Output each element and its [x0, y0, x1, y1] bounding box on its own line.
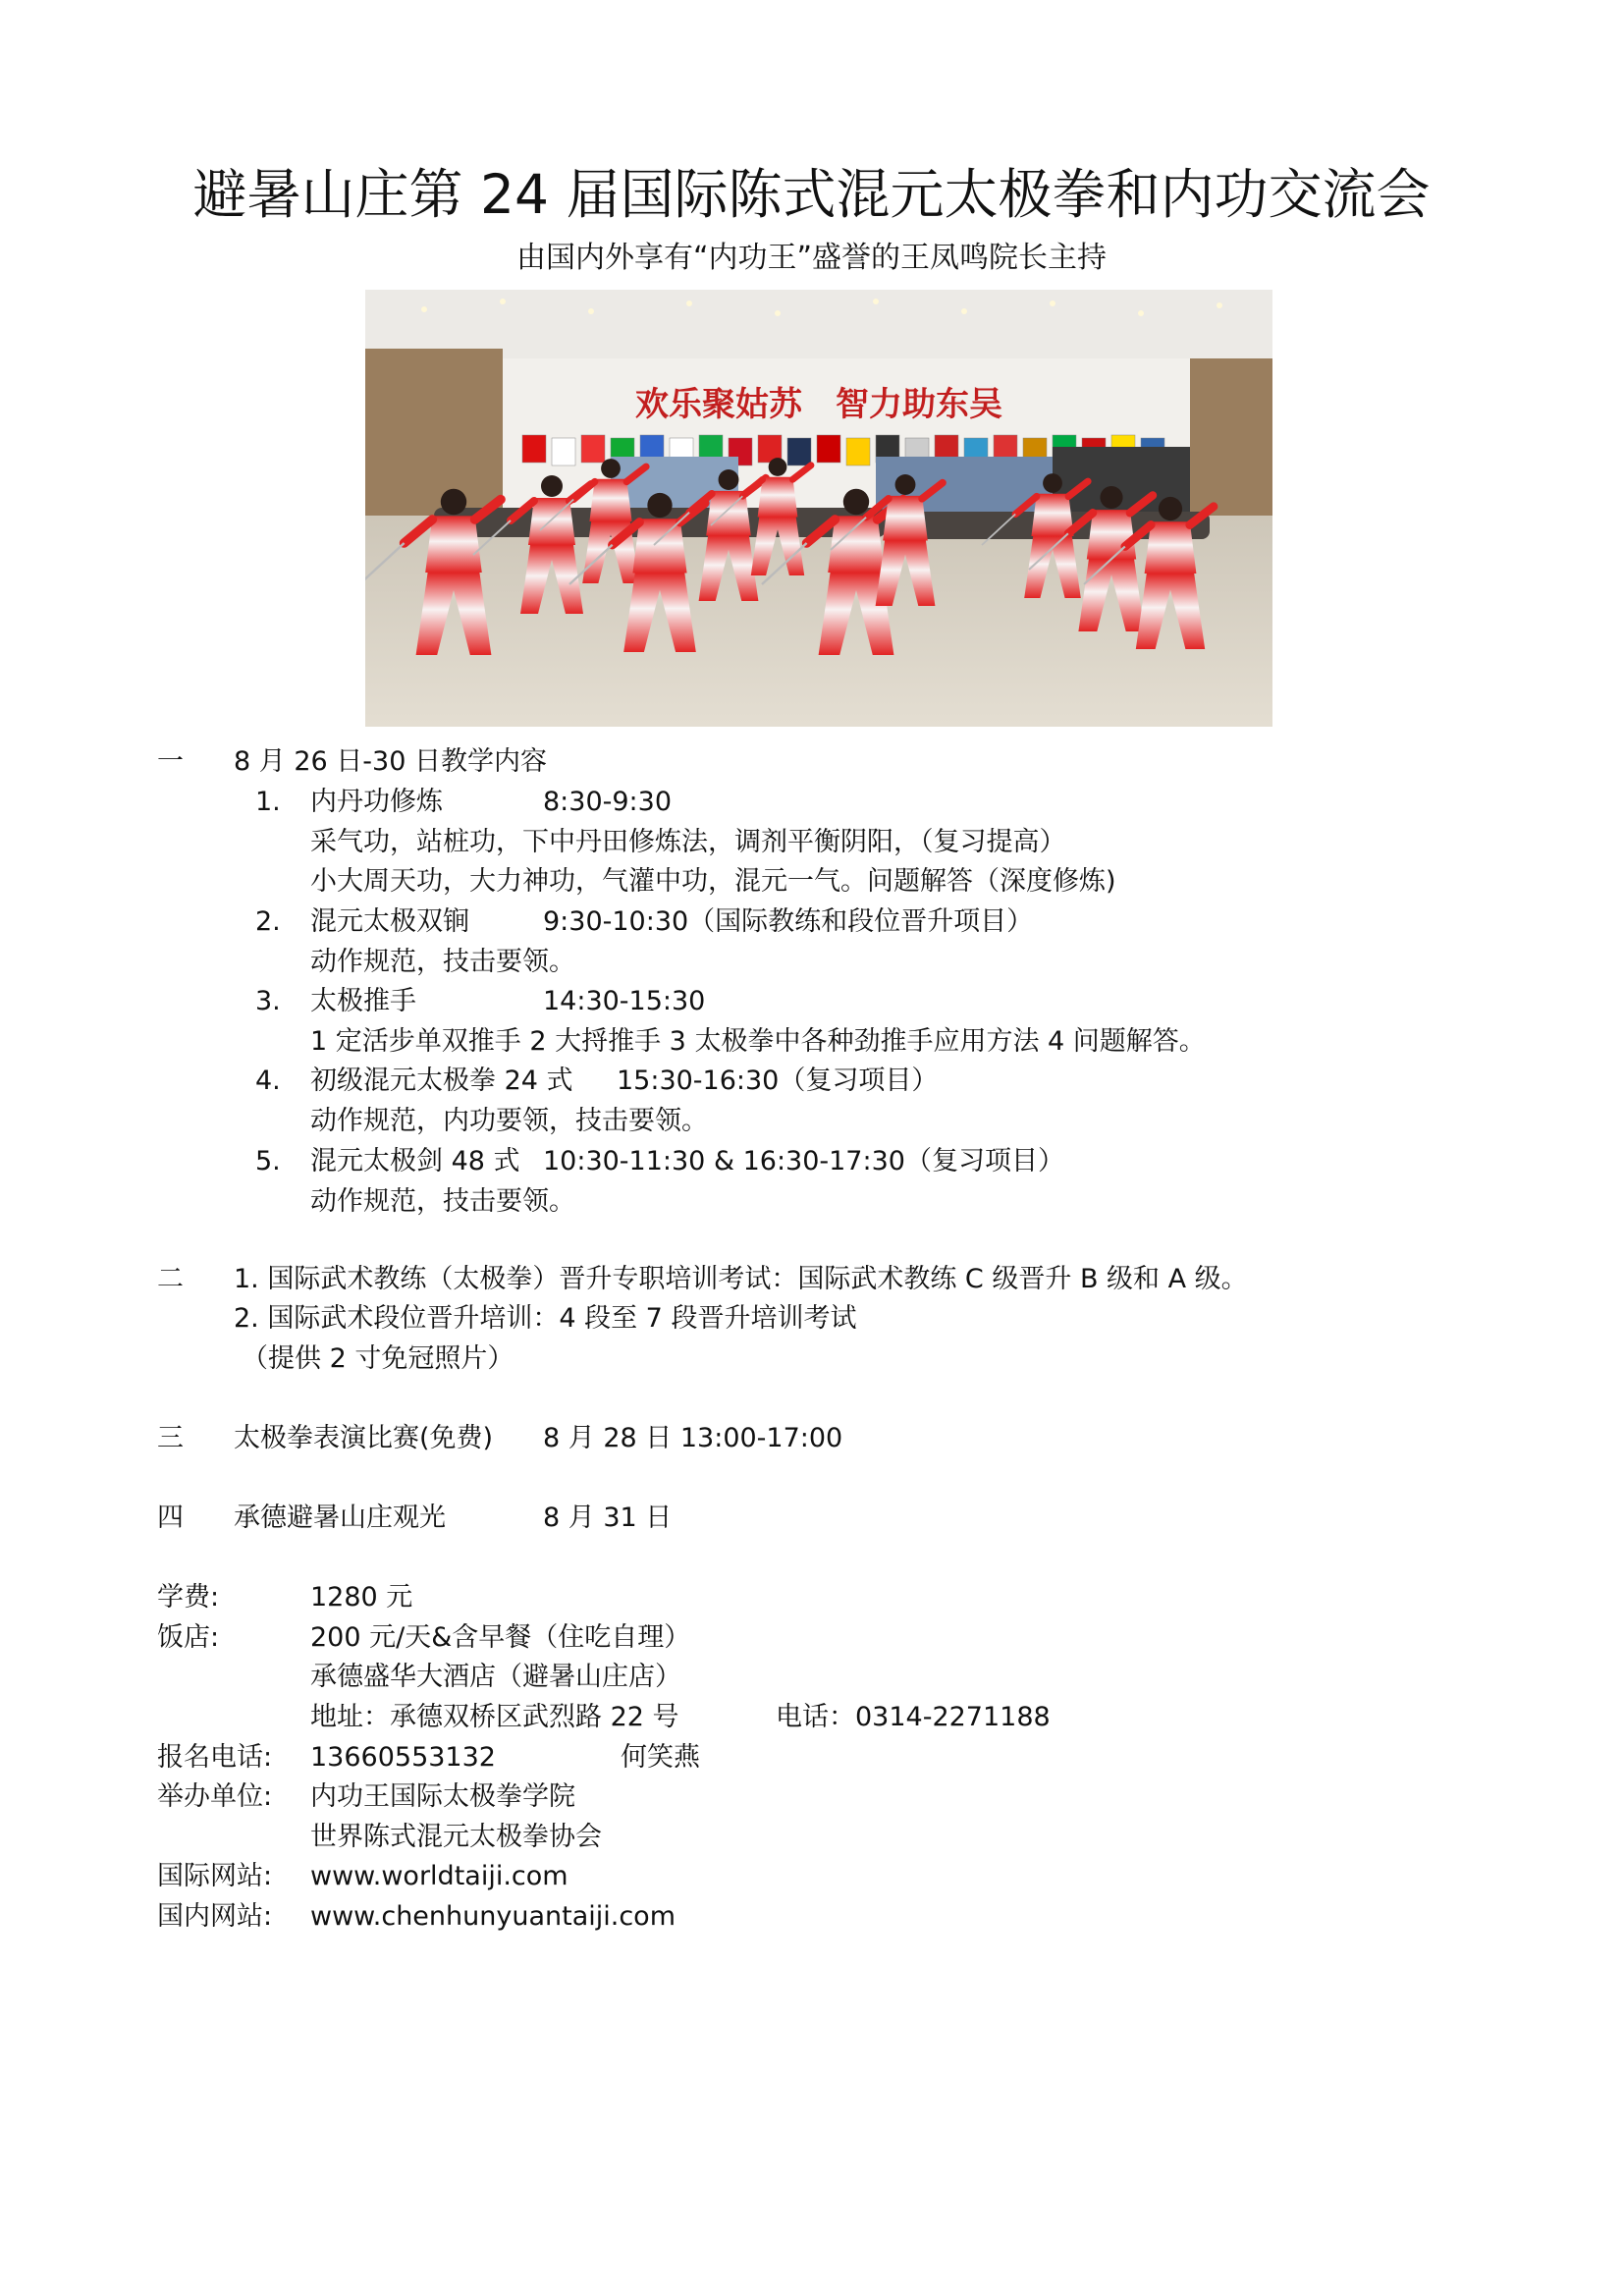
- item-1-detail-1: 采气功，站桩功，下中丹田修炼法，调剂平衡阴阳，（复习提高）: [310, 827, 1066, 857]
- item-2-number: 2.: [255, 906, 281, 937]
- photo-banner-text: 欢乐聚姑苏 智力助东吴: [635, 385, 1002, 424]
- hotel-label: 饭店:: [157, 1622, 220, 1653]
- domestic-website-label: 国内网站:: [157, 1901, 273, 1932]
- item-5-time: 10:30-11:30 & 16:30-17:30（复习项目）: [543, 1146, 1064, 1176]
- section-1-number: 一: [157, 746, 184, 777]
- organizer-1: 内功王国际太极拳学院: [310, 1781, 575, 1812]
- item-2-detail-1: 动作规范，技击要领。: [310, 947, 575, 977]
- item-2-time: 9:30-10:30（国际教练和段位晋升项目）: [543, 906, 1034, 937]
- section-2-line-2: 2. 国际武术段位晋升培训：4 段至 7 段晋升培训考试: [234, 1303, 857, 1334]
- item-1-time: 8:30-9:30: [543, 787, 673, 817]
- item-4-time: 15:30-16:30（复习项目）: [617, 1066, 939, 1096]
- section-3-name: 太极拳表演比赛(免费): [234, 1423, 494, 1453]
- section-2-line-1: 1. 国际武术教练（太极拳）晋升专职培训考试：国际武术教练 C 级晋升 B 级和 A 级。: [234, 1264, 1248, 1294]
- item-5-number: 5.: [255, 1146, 281, 1176]
- section-2-line-3: （提供 2 寸免冠照片）: [242, 1343, 514, 1374]
- item-4-name: 初级混元太极拳 24 式: [310, 1066, 573, 1096]
- item-3-number: 3.: [255, 986, 281, 1016]
- section-3-time: 8 月 28 日 13:00-17:00: [543, 1423, 843, 1453]
- item-4-detail-1: 动作规范，内功要领，技击要领。: [310, 1106, 708, 1136]
- section-1-heading: 8 月 26 日-30 日教学内容: [234, 746, 547, 777]
- flag-icon: [581, 435, 605, 463]
- section-2-number: 二: [157, 1264, 184, 1294]
- item-4-number: 4.: [255, 1066, 281, 1096]
- domestic-website-link[interactable]: www.chenhunyuantaiji.com: [310, 1901, 676, 1932]
- flag-icon: [817, 435, 840, 463]
- item-3-name: 太极推手: [310, 986, 416, 1016]
- registration-phone: 13660553132: [310, 1742, 496, 1773]
- item-3-time: 14:30-15:30: [543, 986, 706, 1016]
- fee-label: 学费:: [157, 1582, 220, 1613]
- registration-label: 报名电话:: [157, 1742, 273, 1773]
- intl-website-link[interactable]: www.worldtaiji.com: [310, 1861, 568, 1891]
- item-1-number: 1.: [255, 787, 281, 817]
- hotel-phone: 电话：0314-2271188: [776, 1702, 1051, 1732]
- section-3-number: 三: [157, 1423, 184, 1453]
- section-4-number: 四: [157, 1503, 184, 1533]
- item-3-detail-1: 1 定活步单双推手 2 大捋推手 3 太极拳中各种劲推手应用方法 4 问题解答。: [310, 1026, 1206, 1057]
- hotel-price: 200 元/天&含早餐（住吃自理）: [310, 1622, 691, 1653]
- section-4-name: 承德避暑山庄观光: [234, 1503, 446, 1533]
- flag-icon: [522, 435, 546, 463]
- registration-contact: 何笑燕: [621, 1742, 700, 1773]
- organizer-label: 举办单位:: [157, 1781, 273, 1812]
- hotel-address: 地址：承德双桥区武烈路 22 号: [310, 1702, 679, 1732]
- flag-icon: [846, 438, 870, 465]
- event-photo: [365, 290, 1272, 727]
- item-1-detail-2: 小大周天功，大力神功，气灌中功，混元一气。问题解答（深度修炼): [310, 866, 1116, 897]
- item-2-name: 混元太极双锏: [310, 906, 469, 937]
- flag-icon: [552, 438, 575, 465]
- organizer-2: 世界陈式混元太极拳协会: [310, 1822, 602, 1852]
- item-5-name: 混元太极剑 48 式: [310, 1146, 520, 1176]
- page-subtitle: 由国内外享有“内功王”盛誉的王凤鸣院长主持: [515, 241, 1108, 275]
- hotel-name: 承德盛华大酒店（避暑山庄店）: [310, 1662, 681, 1692]
- flag-icon: [787, 438, 811, 465]
- page-title: 避暑山庄第 24 届国际陈式混元太极拳和内功交流会: [192, 163, 1431, 226]
- intl-website-label: 国际网站:: [157, 1861, 273, 1891]
- item-1-name: 内丹功修炼: [310, 787, 443, 817]
- item-5-detail-1: 动作规范，技击要领。: [310, 1186, 575, 1217]
- fee-value: 1280 元: [310, 1582, 413, 1613]
- section-4-time: 8 月 31 日: [543, 1503, 673, 1533]
